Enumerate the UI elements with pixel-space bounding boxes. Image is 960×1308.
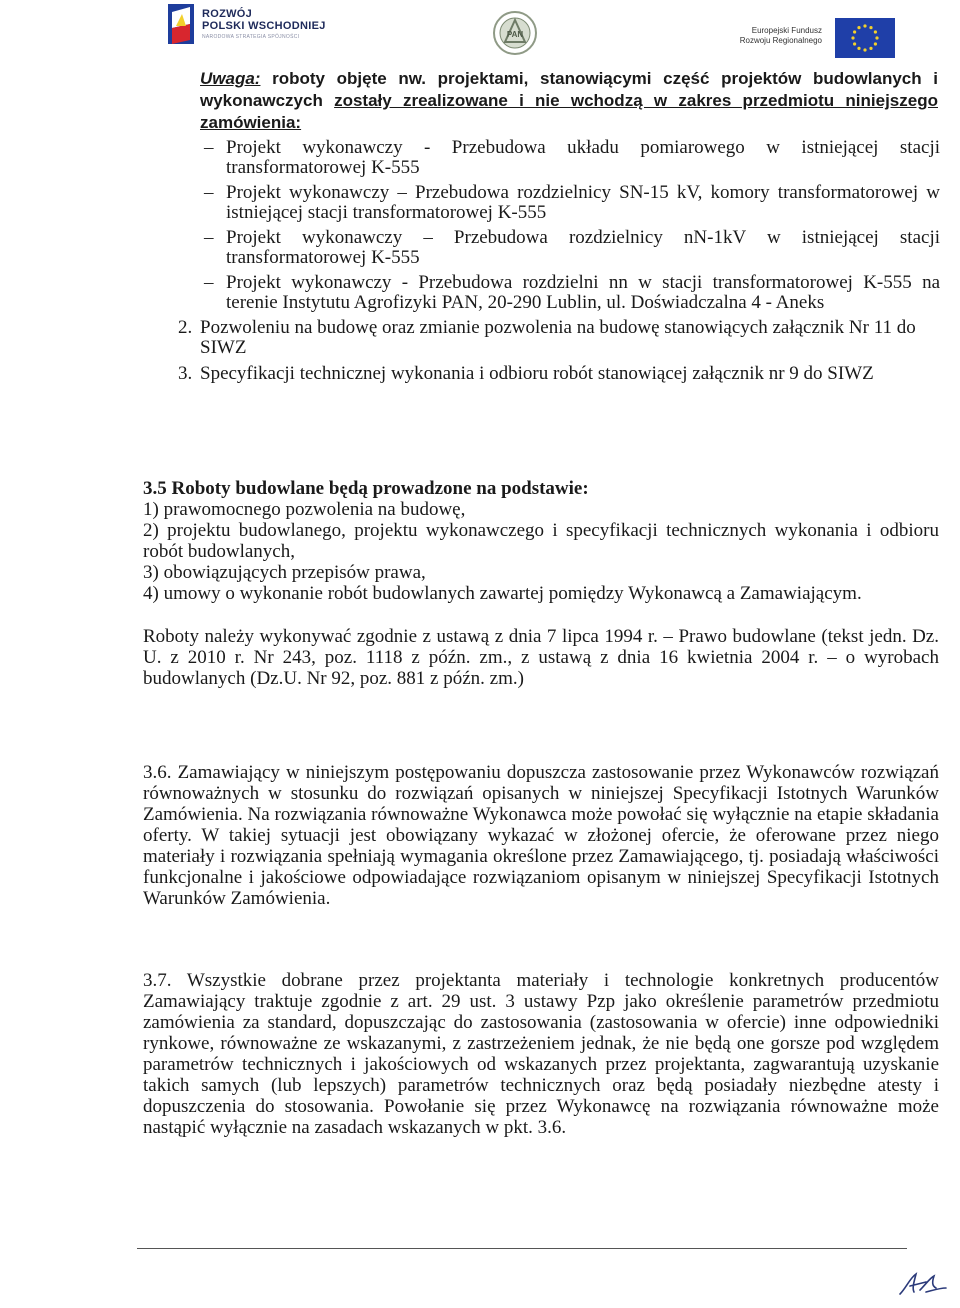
note-text: roboty objęte nw. projektami, stanowiącymi część projektów budowlanych i wykonawczych <box>200 69 938 110</box>
project-4: Projekt wykonawczy - Przebudowa rozdzielni nn w stacji transformatorowej K-555 na terenie Instytutu Agrofizyki PAN, 20-290 Lublin, ul. Doświadczalna 4 - Aneks <box>226 272 940 313</box>
note-underlined-text: zostały zrealizowane i nie wchodzą w zakres przedmiotu niniejszego zamówienia: <box>200 91 938 132</box>
section-3-5 <box>143 478 939 689</box>
list-item: 4) umowy o wykonanie robót budowlanych zawartej pomiędzy Wykonawcą a Zamawiającym. <box>143 583 862 604</box>
project-1: Projekt wykonawczy - Przebudowa układu pomiarowego w istniejącej stacji transformatorowej K-555 <box>226 137 940 178</box>
emblem-text: PAN <box>506 30 524 39</box>
logo-line-1: ROZWÓJ <box>202 8 253 20</box>
logo-line-2: POLSKI WSCHODNIEJ <box>202 20 326 32</box>
eu-fund-line-1: Europejski Fundusz <box>751 26 822 35</box>
list-item <box>200 183 940 223</box>
section-paragraph: 3.6. Zamawiający w niniejszym postępowaniu dopuszcza zastosowanie przez Wykonawców rozwiązań równoważnych w stosunku do rozwiązań opisanych w niniejszej Specyfikacji Istotnych Warunków Zamówienia. Na rozwiązania równoważne Wykonawca może powołać się wyłącznie na etapie składania oferty. W takiej sytuacji jest obowiązany wykazać w złożonej ofercie, że oferowane przez niego materiały i rozwiązania spełniają wymagania określone przez Zamawiającego, tj. posiadają właściwości funkcjonalne i jakościowe odpowiadające rozwiązaniom opisanym w niniejszej Specyfikacji Istotnych Warunków Zamówienia. <box>143 762 939 909</box>
list-item <box>200 228 940 268</box>
section-paragraph: 3.7. Wszystkie dobrane przez projektanta materiały i technologie konkretnych producentów Zamawiający traktuje zgodnie z art. 29 ust. 3 ustawy Pzp jako określenie parametrów przedmiotu zamówienia za standard, dopuszczając do zastosowania (zastosowania w ofercie) inne odpowiedniki rynkowe, równoważne ze wskazanymi, z zastrzeżeniem jednak, że nie będą one gorsze pod względem parametrów technicznych i jakościowych od wskazanych przez projektanta, zagwarantują uzyskanie takich samych (lub lepszych) parametrów technicznych oraz będą posiadały niezbędne atesty i dopuszczenia do stosowania. Powołanie się przez Wykonawcę na rozwiązania równoważne może nastąpić wyłącznie na zasadach wskazanych w pkt. 3.6. <box>143 970 939 1138</box>
item-number: 2. <box>178 317 193 338</box>
list-item <box>178 363 940 384</box>
section-3-6 <box>143 762 939 909</box>
list-item <box>178 317 940 358</box>
dash-bullet: – <box>204 227 214 248</box>
project-2: Projekt wykonawczy – Przebudowa rozdzielnicy SN-15 kV, komory transformatorowej w istniejącej stacji transformatorowej K-555 <box>226 182 940 223</box>
logo-name <box>202 8 326 32</box>
logo-subtitle: NARODOWA STRATEGIA SPÓJNOŚCI <box>202 34 300 40</box>
dash-bullet: – <box>204 272 214 293</box>
section-heading: 3.5 Roboty budowlane będą prowadzone na podstawie: <box>143 478 589 499</box>
handwritten-initials-icon <box>896 1268 948 1298</box>
flag-logo-icon <box>168 4 194 44</box>
section-paragraph: Roboty należy wykonywać zgodnie z ustawą z dnia 7 lipca 1994 r. – Prawo budowlane (tekst jedn. Dz. U. z 2010 r. Nr 243, poz. 1118 z późn. zm., z ustawą z dnia 16 kwietnia 2004 r. – o wyrobach budowlanych (Dz.U. Nr 92, poz. 881 z późn. zm.) <box>143 626 939 689</box>
list-item <box>200 138 940 178</box>
eu-flag-icon <box>835 18 895 58</box>
eu-fund-label <box>740 26 822 46</box>
footer-divider <box>137 1248 907 1249</box>
top-content <box>178 68 940 390</box>
note-label: Uwaga: <box>200 69 261 88</box>
pan-emblem-icon <box>492 10 538 56</box>
dash-bullet: – <box>204 182 214 203</box>
section-3-7 <box>143 970 939 1138</box>
list-item <box>200 273 940 313</box>
rozwoj-polski-wschodniej-logo <box>168 2 368 46</box>
list-item: 3) obowiązujących przepisów prawa, <box>143 562 426 583</box>
item-text: Specyfikacji technicznej wykonania i odbioru robót stanowiącej załącznik nr 9 do SIWZ <box>200 363 874 384</box>
numbered-list <box>178 317 940 384</box>
item-text: Pozwoleniu na budowę oraz zmianie pozwolenia na budowę stanowiących załącznik Nr 11 do SIWZ <box>200 317 916 358</box>
project-3: Projekt wykonawczy – Przebudowa rozdzielnicy nN-1kV w istniejącej stacji transformatorowej K-555 <box>226 227 940 268</box>
list-item: 2) projektu budowlanego, projektu wykonawczego i specyfikacji technicznych wykonania i odbioru robót budowlanych, <box>143 520 939 562</box>
eu-fund-line-2: Rozwoju Regionalnego <box>739 36 822 45</box>
dash-bullet: – <box>204 137 214 158</box>
note-heading <box>200 68 938 134</box>
projects-list <box>200 138 940 313</box>
list-item: 1) prawomocnego pozwolenia na budowę, <box>143 499 466 520</box>
item-number: 3. <box>178 363 193 384</box>
